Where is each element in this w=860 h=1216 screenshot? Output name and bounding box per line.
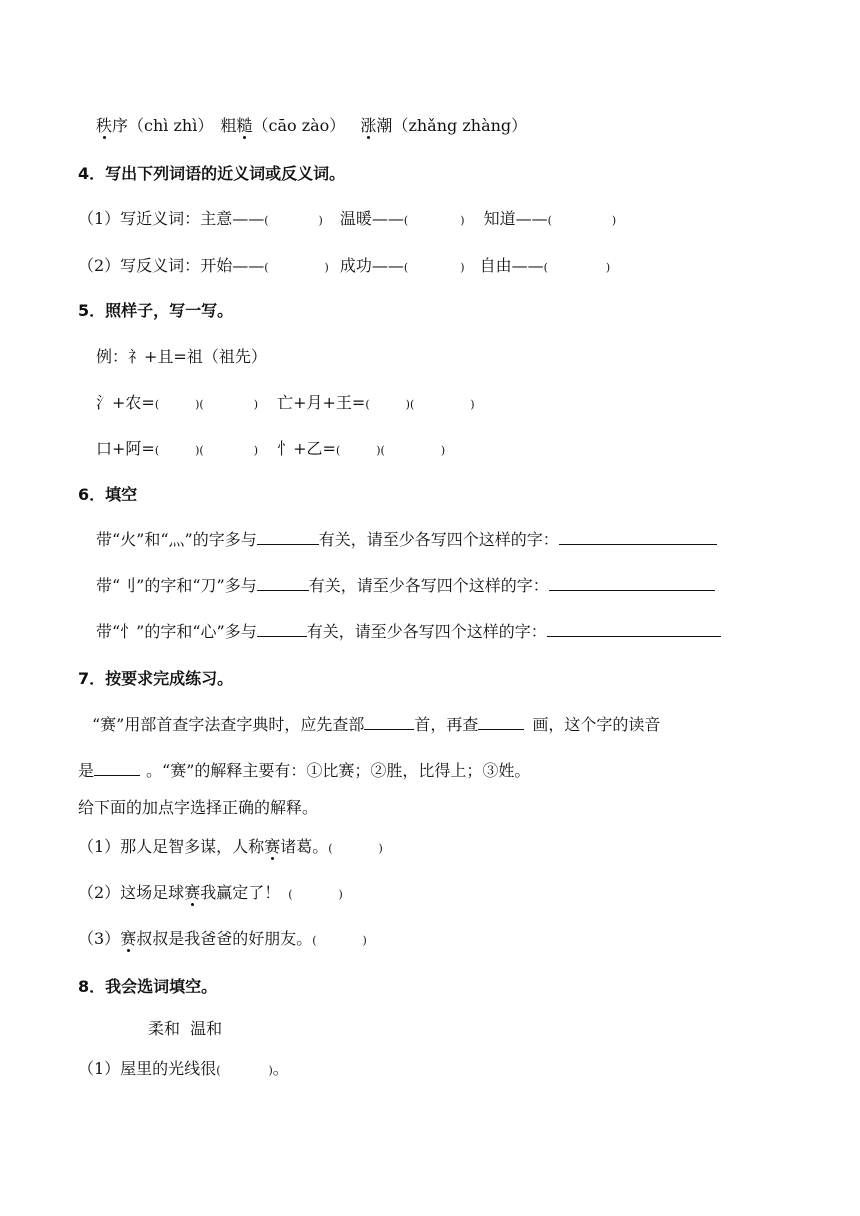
question-text: 带“刂”的字和“刀”多与 [96, 576, 257, 595]
sentence-text: （3） [78, 929, 121, 948]
blank-open: ( [216, 1064, 221, 1077]
sentence-text: （1）那人足智多谋，人称 [78, 837, 265, 856]
q4-row1 [78, 208, 616, 232]
answer-line[interactable] [559, 529, 717, 545]
blank-open: ( [403, 214, 409, 227]
row-label: （1）写近义词： [78, 209, 201, 228]
blank-open: ( [543, 261, 548, 274]
formula: 忄+乙= [277, 439, 336, 458]
row-label: （2）写反义词： [78, 256, 201, 275]
word: 知道—— [483, 209, 548, 228]
sentence-text: 诸葛。 [280, 837, 329, 856]
sentence-text: 我赢定了！ [200, 883, 281, 902]
blank-close: ) [338, 888, 343, 901]
blank-open: ( [335, 444, 341, 457]
q7-title: 7．按要求完成练习。 [78, 669, 234, 688]
blank-close: ) [460, 214, 465, 227]
blank-close: ) [460, 261, 465, 274]
q7-sentence1 [78, 836, 383, 860]
blank-open: ( [288, 888, 293, 901]
q4-row2 [78, 255, 610, 279]
blank-open: ( [312, 934, 317, 947]
q8-title: 8．我会选词填空。 [78, 977, 218, 996]
q5-title: 5．照样子，写一写。 [78, 301, 234, 320]
blank-open: ( [154, 398, 160, 411]
word: 温暖—— [339, 209, 404, 228]
char: 潮 [376, 116, 393, 135]
char: 序 [112, 116, 129, 135]
blank-close: ) [324, 261, 329, 274]
dotted-char: 涨 [360, 116, 377, 135]
char: 粗 [220, 116, 237, 135]
answer-blank[interactable] [478, 714, 524, 730]
sentence-text: 。 [272, 1059, 289, 1078]
blank-open: ( [199, 444, 204, 457]
q8-sentence1 [78, 1058, 289, 1082]
blank-open: ( [365, 398, 370, 411]
blank-close: ) [376, 444, 381, 457]
dotted-char: 秩 [96, 116, 113, 135]
q8-word-choices: 柔和 温和 [148, 1019, 223, 1038]
q7-line1 [92, 714, 660, 736]
blank-open: ( [264, 214, 269, 227]
formula: 亡+月+王= [277, 393, 366, 412]
blank-close: ) [253, 398, 259, 411]
answer-blank[interactable] [94, 760, 140, 776]
blank-open: ( [547, 214, 552, 227]
question-text: 画，这个字的读音 [532, 715, 661, 734]
blank-close: ) [611, 214, 617, 227]
question-text: 带“火”和“灬”的字多与 [96, 530, 257, 549]
q7-sentence2 [78, 882, 343, 906]
q4-title: 4．写出下列词语的近义词或反义词。 [78, 164, 346, 183]
q7-instruction: 给下面的加点字选择正确的解释。 [78, 798, 319, 817]
blank-close: ) [378, 842, 383, 855]
q7-sentence3 [78, 928, 367, 952]
blank-close: ) [362, 934, 367, 947]
blank-close: ) [195, 398, 200, 411]
word: 开始—— [200, 256, 265, 275]
answer-line[interactable] [549, 575, 715, 591]
sentence-text: （1）屋里的光线很 [78, 1059, 217, 1078]
blank-close: ) [405, 398, 410, 411]
answer-blank[interactable] [364, 714, 414, 730]
blank-close: ) [195, 444, 200, 457]
blank-open: ( [199, 398, 204, 411]
q6-line2 [96, 575, 715, 597]
question-text: 有关，请至少各写四个这样的字： [318, 530, 559, 549]
blank-close: ) [253, 444, 259, 457]
answer-line[interactable] [547, 621, 721, 637]
blank-close: ) [605, 261, 611, 274]
question-text: 带“忄”的字和“心”多与 [96, 622, 257, 641]
pinyin-line [96, 115, 527, 137]
word: 成功—— [339, 256, 404, 275]
answer-blank[interactable] [257, 621, 307, 637]
formula: 口+阿= [96, 439, 155, 458]
q5-row1 [96, 392, 475, 416]
word: 主意—— [200, 209, 265, 228]
blank-open: ( [154, 444, 160, 457]
formula: 氵+农= [96, 393, 155, 412]
q6-line3 [96, 621, 721, 643]
answer-blank[interactable] [257, 575, 309, 591]
sentence-text: 叔叔是我爸爸的好朋友。 [136, 929, 313, 948]
question-text: 有关，请至少各写四个这样的字： [306, 622, 547, 641]
blank-close: ) [318, 214, 323, 227]
q5-example: 例：礻+且=祖（祖先） [96, 347, 267, 366]
blank-close: ) [268, 1064, 273, 1077]
blank-open: ( [409, 398, 415, 411]
blank-open: ( [328, 842, 333, 855]
blank-close: ) [440, 444, 446, 457]
word: 自由—— [479, 256, 544, 275]
question-text: 有关，请至少各写四个这样的字： [308, 576, 549, 595]
answer-blank[interactable] [257, 529, 319, 545]
question-text: 是 [78, 761, 95, 780]
dotted-char: 糙 [236, 116, 253, 135]
question-text: “赛”用部首查字法查字典时，应先查部 [92, 715, 365, 734]
sentence-text: （2）这场足球 [78, 883, 185, 902]
q7-line2 [78, 760, 530, 782]
q6-title: 6．填空 [78, 485, 138, 504]
pinyin-option: （cāo zào） [252, 116, 346, 135]
q5-row2 [96, 438, 445, 462]
blank-open: ( [264, 261, 269, 274]
blank-open: ( [380, 444, 385, 457]
dotted-char: 赛 [184, 883, 201, 902]
dotted-char: 赛 [264, 837, 281, 856]
pinyin-option: （zhǎng zhàng） [392, 116, 528, 135]
blank-open: ( [403, 261, 409, 274]
blank-close: ) [470, 398, 475, 411]
question-text: 首，再查 [414, 715, 479, 734]
q6-line1 [96, 529, 717, 551]
question-text: 。“赛”的解释主要有：①比赛；②胜，比得上；③姓。 [146, 761, 531, 780]
pinyin-option: （chì zhì） [128, 116, 214, 135]
dotted-char: 赛 [120, 929, 137, 948]
